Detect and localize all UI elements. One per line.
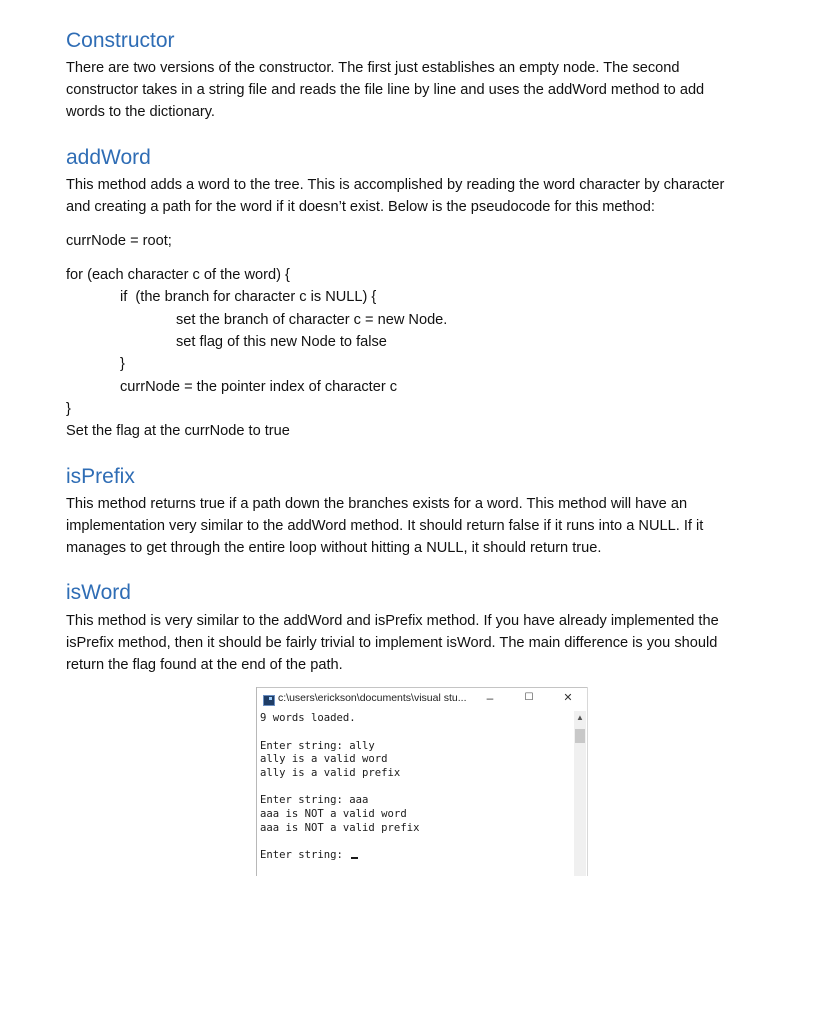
text-cursor — [351, 857, 358, 859]
text-line: return the flag found at the end of the path. — [66, 657, 343, 673]
text-line: implementation very similar to the addWord method. It should return false if it runs into a NULL. If it — [66, 518, 704, 534]
console-titlebar[interactable] — [257, 687, 587, 713]
console-window-screenshot — [256, 687, 588, 876]
console-line: 9 words loaded. — [260, 712, 356, 724]
heading-isword: isWord — [66, 581, 131, 604]
text-line: This method returns true if a path down the branches exists for a word. This method will have an — [66, 496, 688, 512]
paragraph-addword — [66, 174, 796, 218]
close-icon[interactable]: ✕ — [563, 692, 573, 704]
heading-constructor: Constructor — [66, 29, 175, 52]
console-scrollbar[interactable] — [574, 711, 586, 876]
console-line-blank — [260, 835, 572, 849]
text-line: manages to get through the entire loop without hitting a NULL, it should return true. — [66, 540, 602, 556]
console-line: ally is a valid word — [260, 753, 388, 766]
pseudocode-line: set the branch of character c = new Node. — [176, 312, 448, 328]
console-line: aaa is NOT a valid word — [260, 807, 407, 820]
scroll-up-icon[interactable]: ▲ — [576, 713, 584, 722]
console-title: c:\users\erickson\documents\visual stu... — [278, 692, 467, 704]
paragraph-isprefix — [66, 493, 796, 559]
console-prompt: Enter string: — [260, 849, 350, 862]
pseudocode-line: } — [66, 401, 71, 417]
console-line: aaa is NOT a valid prefix — [260, 821, 420, 834]
console-line: Enter string: aaa — [260, 794, 369, 807]
text-line: isPrefix method, then it should be fairly trivial to implement isWord. The main difference is you should — [66, 635, 718, 651]
pseudocode-line: for (each character c of the word) { — [66, 267, 290, 283]
text-line: There are two versions of the constructor. The first just establishes an empty node. The second — [66, 60, 680, 76]
pseudocode-line: Set the flag at the currNode to true — [66, 423, 290, 439]
paragraph-constructor — [66, 57, 778, 123]
scroll-thumb[interactable] — [575, 729, 585, 743]
console-line: ally is a valid prefix — [260, 766, 401, 779]
text-line: constructor takes in a string file and reads the file line by line and uses the addWord method to add — [66, 82, 705, 98]
pseudocode-line: if (the branch for character c is NULL) { — [120, 289, 377, 305]
pseudocode-line: set flag of this new Node to false — [176, 334, 387, 350]
maximize-icon[interactable]: ☐ — [524, 692, 534, 703]
console-line-blank — [260, 780, 572, 794]
minimize-icon[interactable]: – — [486, 691, 494, 705]
console-app-icon — [263, 695, 275, 706]
console-output — [260, 712, 572, 863]
pseudocode-line: } — [120, 356, 125, 372]
text-line: This method adds a word to the tree. This is accomplished by reading the word character by character — [66, 177, 725, 193]
pseudocode-line: currNode = root; — [66, 233, 172, 249]
text-line: and creating a path for the word if it doesn’t exist. Below is the pseudocode for this method: — [66, 199, 655, 215]
pseudocode-line: currNode = the pointer index of character c — [120, 379, 398, 395]
console-prompt-line[interactable] — [260, 849, 572, 863]
console-line-blank — [260, 726, 572, 740]
heading-addword: addWord — [66, 146, 151, 169]
paragraph-isword — [66, 610, 806, 676]
heading-isprefix: isPrefix — [66, 465, 135, 488]
text-line: This method is very similar to the addWord and isPrefix method. If you have already implemented the — [66, 613, 719, 629]
text-line: words to the dictionary. — [66, 104, 215, 120]
console-line: Enter string: ally — [260, 739, 375, 752]
